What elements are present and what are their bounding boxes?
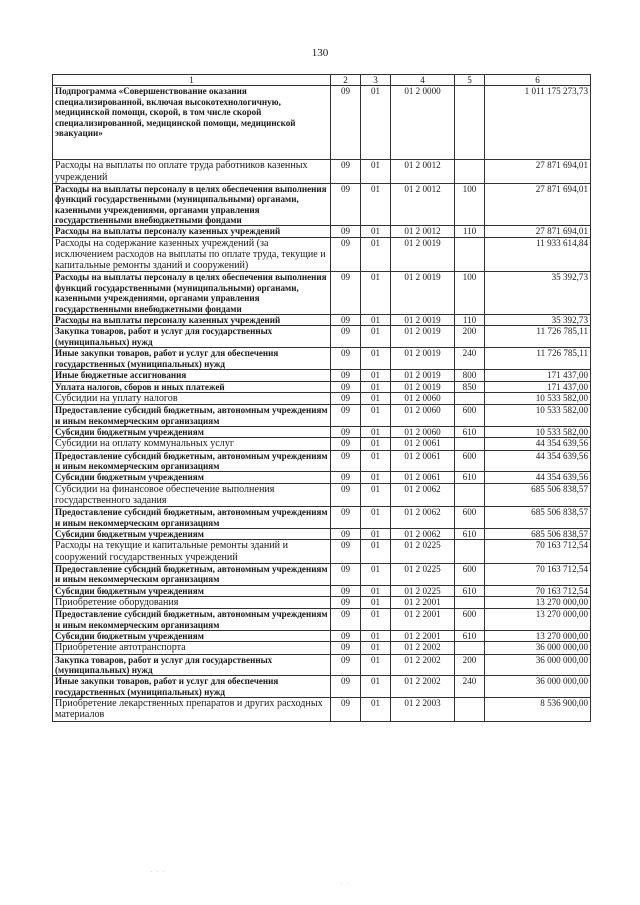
row-target-code: 01 2 0019 [391,272,455,315]
row-amount: 36 000 000,00 [485,642,591,654]
row-subsection-code: 01 [361,392,391,404]
row-section-code: 09 [331,563,361,585]
row-section-code: 09 [331,676,361,698]
row-target-code: 01 2 0062 [391,528,455,539]
row-amount: 685 506 838,57 [485,507,591,529]
table-row [53,597,591,609]
row-target-code: 01 2 2002 [391,642,455,654]
row-section-code: 09 [331,438,361,450]
row-description: Расходы на выплаты персоналу казенных учреждений [53,315,331,326]
table-row [53,642,591,654]
row-section-code: 09 [331,237,361,272]
row-description: Приобретение лекарственных препаратов и других расходных материалов [53,698,331,721]
row-description: Субсидии бюджетным учреждениям [53,631,331,642]
row-expense-type: 200 [455,654,485,676]
row-description: Закупка товаров, работ и услуг для государственных (муниципальных) нужд [53,326,331,348]
row-amount: 13 270 000,00 [485,609,591,631]
table-row [53,326,591,348]
row-target-code: 01 2 0019 [391,370,455,381]
row-expense-type: 200 [455,326,485,348]
row-subsection-code: 01 [361,698,391,721]
row-section-code: 09 [331,585,361,596]
row-section-code: 09 [331,348,361,370]
table-row [53,438,591,450]
row-subsection-code: 01 [361,315,391,326]
row-subsection-code: 01 [361,86,391,160]
row-expense-type [455,642,485,654]
row-target-code: 01 2 2001 [391,597,455,609]
table-row [53,370,591,381]
row-amount: 36 000 000,00 [485,676,591,698]
row-description: Иные бюджетные ассигнования [53,370,331,381]
row-amount: 70 163 712,54 [485,540,591,563]
row-target-code: 01 2 0019 [391,326,455,348]
row-section-code: 09 [331,472,361,483]
row-target-code: 01 2 0225 [391,540,455,563]
row-target-code: 01 2 2002 [391,654,455,676]
row-expense-type: 600 [455,405,485,427]
row-expense-type: 240 [455,676,485,698]
row-subsection-code: 01 [361,642,391,654]
row-expense-type [455,392,485,404]
row-amount: 11 726 785,11 [485,326,591,348]
row-target-code: 01 2 0062 [391,483,455,506]
row-subsection-code: 01 [361,405,391,427]
row-amount: 27 871 694,01 [485,183,591,226]
table-row [53,348,591,370]
row-description: Иные закупки товаров, работ и услуг для обеспечения государственных (муниципальных) нужд [53,348,331,370]
budget-table [52,74,591,722]
row-section-code: 09 [331,483,361,506]
table-row [53,237,591,272]
row-expense-type [455,698,485,721]
row-amount: 44 354 639,56 [485,472,591,483]
row-expense-type: 600 [455,507,485,529]
column-header: 6 [485,75,591,86]
row-amount: 13 270 000,00 [485,631,591,642]
table-row [53,472,591,483]
row-expense-type: 600 [455,450,485,472]
table-row [53,450,591,472]
row-subsection-code: 01 [361,609,391,631]
row-amount: 10 533 582,00 [485,426,591,437]
row-expense-type [455,597,485,609]
row-expense-type: 110 [455,226,485,237]
table-row [53,585,591,596]
table-row [53,676,591,698]
row-description: Расходы на содержание казенных учреждений (за исключением расходов на выплаты по оплате труда, текущие и капитальные ремонты зданий и сооружений) [53,237,331,272]
row-description: Субсидии на финансовое обеспечение выполнения государственного задания [53,483,331,506]
row-amount: 27 871 694,01 [485,226,591,237]
row-expense-type: 610 [455,631,485,642]
table-row [53,631,591,642]
row-section-code: 09 [331,405,361,427]
table-row [53,654,591,676]
row-section-code: 09 [331,528,361,539]
row-description: Расходы на текущие и капитальные ремонты зданий и сооружений государственных учреждений [53,540,331,563]
row-section-code: 09 [331,642,361,654]
row-description: Расходы на выплаты персоналу казенных учреждений [53,226,331,237]
row-description: Закупка товаров, работ и услуг для государственных (муниципальных) нужд [53,654,331,676]
row-section-code: 09 [331,315,361,326]
row-subsection-code: 01 [361,585,391,596]
row-description: Приобретение автотранспорта [53,642,331,654]
row-amount: 44 354 639,56 [485,438,591,450]
row-expense-type: 100 [455,183,485,226]
table-row [53,507,591,529]
row-subsection-code: 01 [361,226,391,237]
row-description: Субсидии бюджетным учреждениям [53,528,331,539]
row-amount: 35 392,73 [485,272,591,315]
row-description: Приобретение оборудования [53,597,331,609]
row-target-code: 01 2 0019 [391,348,455,370]
row-amount: 70 163 712,54 [485,585,591,596]
row-section-code: 09 [331,370,361,381]
row-section-code: 09 [331,698,361,721]
row-description: Уплата налогов, сборов и иных платежей [53,381,331,392]
row-section-code: 09 [331,226,361,237]
row-section-code: 09 [331,540,361,563]
row-expense-type: 610 [455,472,485,483]
row-subsection-code: 01 [361,426,391,437]
row-description: Субсидии бюджетным учреждениям [53,426,331,437]
row-subsection-code: 01 [361,507,391,529]
row-expense-type [455,540,485,563]
row-section-code: 09 [331,86,361,160]
row-amount: 13 270 000,00 [485,597,591,609]
row-subsection-code: 01 [361,597,391,609]
row-description: Субсидии на оплату коммунальных услуг [53,438,331,450]
row-description: Субсидии бюджетным учреждениям [53,585,331,596]
row-section-code: 09 [331,160,361,183]
row-target-code: 01 2 0062 [391,507,455,529]
row-expense-type [455,160,485,183]
row-amount: 685 506 838,57 [485,528,591,539]
row-expense-type: 100 [455,272,485,315]
row-target-code: 01 2 0060 [391,405,455,427]
row-subsection-code: 01 [361,326,391,348]
table-row [53,160,591,183]
row-amount: 70 163 712,54 [485,563,591,585]
column-header: 1 [53,75,331,86]
table-row [53,563,591,585]
table-row [53,272,591,315]
row-target-code: 01 2 0061 [391,438,455,450]
row-amount: 44 354 639,56 [485,450,591,472]
row-amount: 11 726 785,11 [485,348,591,370]
row-section-code: 09 [331,631,361,642]
row-description: Предоставление субсидий бюджетным, автономным учреждениям и иным некоммерческим организациям [53,450,331,472]
row-description: Подпрограмма «Совершенствование оказания специализированной, включая высокотехнологичную, медицинской помощи, скорой, в том числе скорой специализированной, медицинской помощи, медицинской эвакуации» [53,86,331,160]
row-amount: 35 392,73 [485,315,591,326]
row-section-code: 09 [331,609,361,631]
row-subsection-code: 01 [361,563,391,585]
row-target-code: 01 2 2003 [391,698,455,721]
row-subsection-code: 01 [361,450,391,472]
row-target-code: 01 2 0060 [391,426,455,437]
row-target-code: 01 2 2002 [391,676,455,698]
row-section-code: 09 [331,507,361,529]
row-section-code: 09 [331,597,361,609]
row-description: Расходы на выплаты персоналу в целях обеспечения выполнения функций государственными (муниципальными) органами, казенными учреждениями, органами управления государственными внебюджетными фондами [53,272,331,315]
row-expense-type: 850 [455,381,485,392]
row-subsection-code: 01 [361,160,391,183]
row-expense-type: 610 [455,528,485,539]
table-header-row [53,75,591,86]
row-amount: 11 933 614,84 [485,237,591,272]
row-target-code: 01 2 0012 [391,226,455,237]
column-header: 2 [331,75,361,86]
row-expense-type: 610 [455,426,485,437]
row-subsection-code: 01 [361,438,391,450]
row-subsection-code: 01 [361,528,391,539]
table-row [53,86,591,160]
table-row [53,426,591,437]
row-amount: 171 437,00 [485,381,591,392]
column-header: 4 [391,75,455,86]
row-expense-type: 600 [455,609,485,631]
row-description: Предоставление субсидий бюджетным, автономным учреждениям и иным некоммерческим организациям [53,405,331,427]
row-amount: 685 506 838,57 [485,483,591,506]
row-expense-type [455,483,485,506]
row-description: Предоставление субсидий бюджетным, автономным учреждениям и иным некоммерческим организациям [53,609,331,631]
row-section-code: 09 [331,381,361,392]
row-amount: 36 000 000,00 [485,654,591,676]
page-number: 130 [311,47,329,59]
table-row [53,483,591,506]
row-target-code: 01 2 0012 [391,183,455,226]
row-subsection-code: 01 [361,183,391,226]
row-section-code: 09 [331,450,361,472]
row-expense-type: 800 [455,370,485,381]
row-target-code: 01 2 2001 [391,609,455,631]
row-target-code: 01 2 0019 [391,315,455,326]
row-subsection-code: 01 [361,381,391,392]
row-amount: 8 536 900,00 [485,698,591,721]
row-target-code: 01 2 0019 [391,237,455,272]
row-section-code: 09 [331,183,361,226]
row-subsection-code: 01 [361,272,391,315]
column-header: 3 [361,75,391,86]
row-section-code: 09 [331,272,361,315]
table-row [53,381,591,392]
row-description: Иные закупки товаров, работ и услуг для обеспечения государственных (муниципальных) нужд [53,676,331,698]
table-row [53,540,591,563]
row-target-code: 01 2 0000 [391,86,455,160]
column-header: 5 [455,75,485,86]
row-section-code: 09 [331,426,361,437]
row-subsection-code: 01 [361,654,391,676]
row-subsection-code: 01 [361,676,391,698]
row-subsection-code: 01 [361,237,391,272]
table-row [53,315,591,326]
row-section-code: 09 [331,326,361,348]
row-expense-type: 110 [455,315,485,326]
row-target-code: 01 2 0225 [391,563,455,585]
scan-speckle: · · [340,880,350,888]
row-amount: 10 533 582,00 [485,392,591,404]
row-expense-type: 610 [455,585,485,596]
row-subsection-code: 01 [361,540,391,563]
row-target-code: 01 2 0060 [391,392,455,404]
row-description: Расходы на выплаты персоналу в целях обеспечения выполнения функций государственными (муниципальными) органами, казенными учреждениями, органами управления государственными внебюджетными фондами [53,183,331,226]
table-row [53,226,591,237]
table-row [53,609,591,631]
row-subsection-code: 01 [361,472,391,483]
row-target-code: 01 2 0012 [391,160,455,183]
scan-speckle: · · · [150,868,166,876]
row-amount: 1 011 175 273,73 [485,86,591,160]
row-expense-type [455,237,485,272]
row-target-code: 01 2 0061 [391,472,455,483]
row-description: Субсидии на уплату налогов [53,392,331,404]
row-description: Предоставление субсидий бюджетным, автономным учреждениям и иным некоммерческим организациям [53,563,331,585]
row-section-code: 09 [331,392,361,404]
row-section-code: 09 [331,654,361,676]
row-subsection-code: 01 [361,483,391,506]
row-description: Субсидии бюджетным учреждениям [53,472,331,483]
row-amount: 27 871 694,01 [485,160,591,183]
row-target-code: 01 2 0019 [391,381,455,392]
row-target-code: 01 2 2001 [391,631,455,642]
row-expense-type [455,86,485,160]
row-expense-type: 600 [455,563,485,585]
table-row [53,698,591,721]
table-row [53,405,591,427]
table-row [53,183,591,226]
table-row [53,392,591,404]
row-subsection-code: 01 [361,631,391,642]
row-subsection-code: 01 [361,348,391,370]
row-expense-type [455,438,485,450]
table-row [53,528,591,539]
row-target-code: 01 2 0225 [391,585,455,596]
row-amount: 171 437,00 [485,370,591,381]
row-description: Расходы на выплаты по оплате труда работников казенных учреждений [53,160,331,183]
row-subsection-code: 01 [361,370,391,381]
row-target-code: 01 2 0061 [391,450,455,472]
row-expense-type: 240 [455,348,485,370]
row-description: Предоставление субсидий бюджетным, автономным учреждениям и иным некоммерческим организациям [53,507,331,529]
row-amount: 10 533 582,00 [485,405,591,427]
